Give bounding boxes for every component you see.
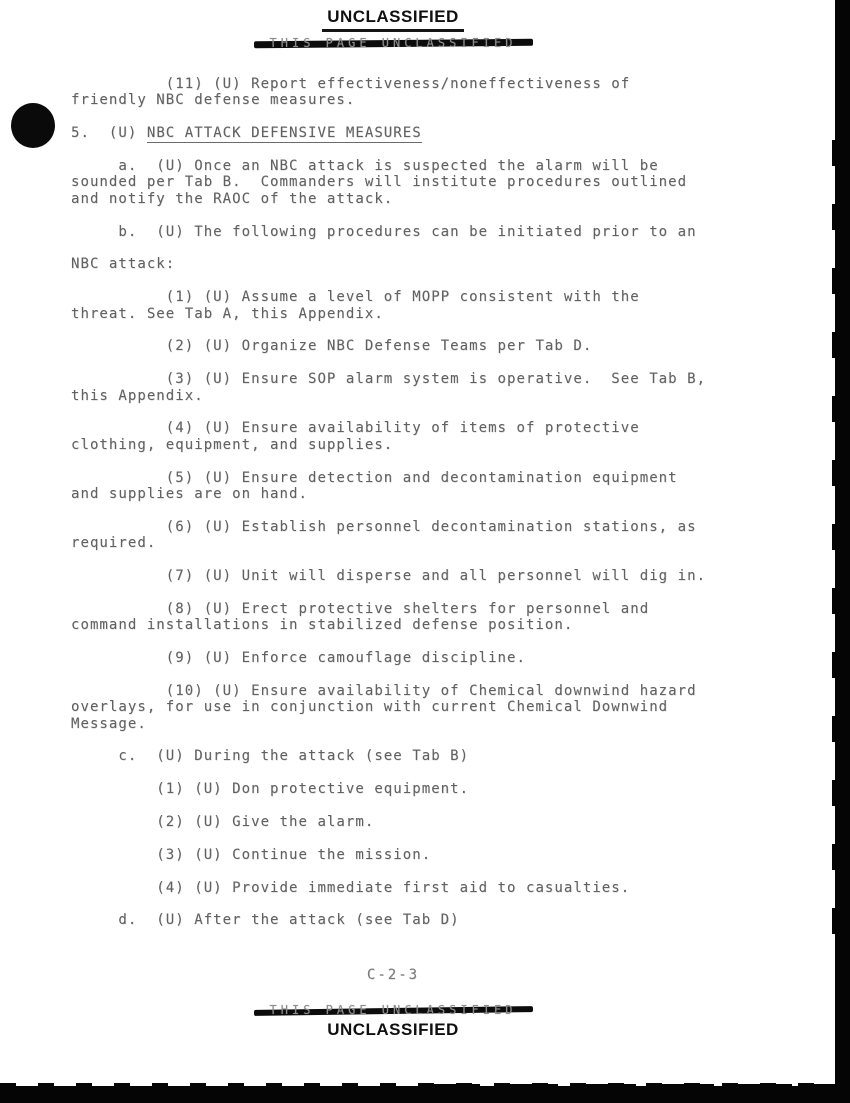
document-line: required.	[71, 535, 157, 552]
paragraph	[71, 519, 771, 552]
document-line: c. (U) During the attack (see Tab B)	[71, 748, 470, 765]
section-heading-title: NBC ATTACK DEFENSIVE MEASURES	[146, 125, 422, 142]
paragraph	[71, 76, 771, 109]
document-line: Message.	[71, 715, 147, 732]
header-classification-label: UNCLASSIFIED	[322, 7, 464, 32]
paragraph	[71, 256, 771, 272]
document-line: (4) (U) Provide immediate first aid to casualties.	[71, 879, 631, 896]
paragraph	[71, 371, 771, 404]
paragraph	[71, 420, 771, 453]
document-line: b. (U) The following procedures can be initiated prior to an	[71, 223, 697, 240]
paragraph	[71, 880, 771, 896]
paragraph	[71, 748, 771, 764]
paragraph	[71, 289, 771, 322]
footer-classification-label: UNCLASSIFIED	[327, 1020, 459, 1039]
document-line: (3) (U) Continue the mission.	[71, 846, 432, 863]
document-line: and notify the RAOC of the attack.	[71, 190, 394, 207]
document-line: friendly NBC defense measures.	[71, 92, 356, 109]
paragraph	[71, 912, 771, 928]
paragraph	[71, 224, 771, 240]
hole-punch-mark	[11, 103, 55, 148]
document-line: (2) (U) Organize NBC Defense Teams per Tab D.	[71, 338, 593, 355]
document-line: (6) (U) Establish personnel decontamination stations, as	[71, 518, 697, 535]
document-line: (10) (U) Ensure availability of Chemical downwind hazard	[71, 682, 697, 699]
section-heading	[71, 125, 771, 141]
footer-struck-text: THIS PAGE UNCLASSIFIED	[269, 1003, 517, 1017]
footer-struck-classification	[264, 1003, 523, 1017]
document-line: (1) (U) Assume a level of MOPP consistent with the	[71, 289, 640, 306]
paragraph	[71, 781, 771, 797]
document-line: (2) (U) Give the alarm.	[71, 814, 375, 831]
document-line: NBC attack:	[71, 256, 176, 273]
document-line: (1) (U) Don protective equipment.	[71, 781, 470, 798]
document-body	[71, 76, 771, 945]
paragraph	[71, 847, 771, 863]
paragraph	[71, 650, 771, 666]
document-line: (9) (U) Enforce camouflage discipline.	[71, 650, 526, 667]
document-line: (11) (U) Report effectiveness/noneffectiveness of	[71, 76, 631, 92]
paragraph	[71, 601, 771, 634]
document-line: clothing, equipment, and supplies.	[71, 436, 394, 453]
paragraph	[71, 158, 771, 207]
paragraph	[71, 338, 771, 354]
document-line: and supplies are on hand.	[71, 486, 308, 503]
document-line: a. (U) Once an NBC attack is suspected the alarm will be	[71, 158, 659, 174]
document-line: this Appendix.	[71, 387, 204, 404]
section-heading-prefix: 5. (U)	[71, 125, 147, 142]
document-line: (4) (U) Ensure availability of items of protective	[71, 420, 640, 437]
paragraph	[71, 814, 771, 830]
page-number: C-2-3	[366, 967, 420, 983]
page-header	[0, 7, 786, 51]
document-line: (8) (U) Erect protective shelters for personnel and	[71, 600, 650, 617]
page-footer	[0, 999, 786, 1040]
document-line: threat. See Tab A, this Appendix.	[71, 305, 384, 322]
document-line: overlays, for use in conjunction with current Chemical Downwind	[71, 699, 669, 716]
header-struck-text: THIS PAGE UNCLASSIFIED	[269, 36, 517, 50]
paragraph	[71, 683, 771, 732]
document-line: (7) (U) Unit will disperse and all personnel will dig in.	[71, 568, 707, 585]
header-struck-classification	[264, 36, 523, 50]
document-line: (3) (U) Ensure SOP alarm system is operative. See Tab B,	[71, 371, 707, 388]
scan-edge-bottom	[0, 1086, 850, 1103]
document-line: sounded per Tab B. Commanders will institute procedures outlined	[71, 174, 688, 191]
paragraph	[71, 125, 771, 141]
paragraph	[71, 568, 771, 584]
document-line: d. (U) After the attack (see Tab D)	[71, 912, 460, 929]
document-line: command installations in stabilized defense position.	[71, 617, 574, 634]
paragraph	[71, 470, 771, 503]
scan-edge-right	[835, 0, 850, 1103]
document-line: (5) (U) Ensure detection and decontamination equipment	[71, 469, 678, 486]
